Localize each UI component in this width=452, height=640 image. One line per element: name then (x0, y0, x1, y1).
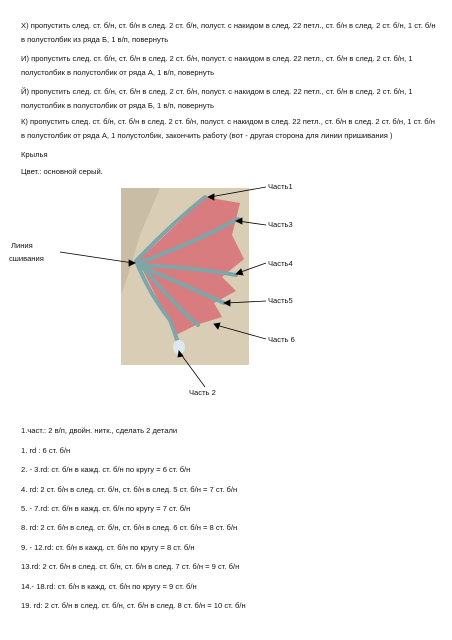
instruction-line: 1. rd : 6 ст. б/н (21, 446, 71, 455)
label-part1: Часть1 (268, 182, 293, 191)
wing-figure (0, 175, 452, 400)
label-seam-line-1: Линия (11, 241, 33, 250)
instruction-line: 8. rd: 2 ст. б/н в след. ст. б/н, ст. б/н в след. 6 ст. б/н = 8 ст. б/н (21, 523, 238, 532)
paragraph-k: К) пропустить след. ст. б/н, ст. б/н в след. 2 ст. б/н, полуст. с накидом в след. 22 петл., ст. б/н в след. 2 ст. б/н, 1 ст. б/н в полустолбик от ряда А, 1 полустолбик, закончить работу (вот - другая сторона для линии пришивания ) (21, 117, 435, 140)
section-title: Крылья (21, 150, 48, 159)
label-part6: Часть 6 (268, 335, 295, 344)
instruction-line: 9. - 12.rd: ст. б/н в кажд. ст. б/н по кругу = 8 ст. б/н (21, 543, 195, 552)
instruction-line: 19. rd: 2 ст. б/н в след. ст. б/н, ст. б/н в след. 8 ст. б/н = 10 ст. б/н (21, 601, 246, 610)
label-part5: Часть5 (268, 296, 293, 305)
label-part3: Часть3 (268, 220, 293, 229)
instruction-line: 2. - 3.rd: ст. б/н в кажд. ст. б/н по кругу = 6 ст. б/н (21, 465, 191, 474)
color-line: Цвет.: основной серый. (21, 167, 103, 176)
instruction-line: 4. rd: 2 ст. б/н в след. ст. б/н, ст. б/н в след. 5 ст. б/н = 7 ст. б/н (21, 485, 238, 494)
wing-photo (0, 175, 452, 400)
paragraph-x: Х) пропустить след. ст. б/н, ст. б/н в след. 2 ст. б/н, полуст. с накидом в след. 22 петл., ст. б/н в след. 2 ст. б/н, 1 ст. б/н в полустолбик из ряда Б, 1 в/п, повернуть (21, 21, 436, 44)
label-part2: Часть 2 (189, 388, 216, 397)
label-seam-line-2: сшивания (9, 254, 44, 263)
label-part4: Часть4 (268, 259, 293, 268)
instruction-line: 5. - 7.rd: ст. б/н в кажд. ст. б/н по кругу = 7 ст. б/н (21, 504, 191, 513)
paragraph-i: И) пропустить след. ст. б/н, ст. б/н в след. 2 ст. б/н, полуст. с накидом в след. 22 петл., ст. б/н в след. 2 ст. б/н, 1 полустолбик в полустолбик от ряда А, 1 в/п, повернуть (21, 54, 413, 77)
instruction-line: 1.част.: 2 в/п, двойн. нитк., сделать 2 детали (21, 426, 178, 435)
paragraph-j: Й) пропустить след. ст. б/н, ст. б/н в след. 2 ст. б/н, полуст. с накидом в след. 22 петл., ст. б/н в след. 2 ст. б/н, 1 полустолбик в полустолбик от ряда Б, 1 в/п, повернуть (21, 87, 413, 110)
instruction-line: 13.rd: 2 ст. б/н в след. ст. б/н, ст. б/н в след. 7 ст. б/н = 9 ст. б/н (21, 562, 240, 571)
instruction-line: 14.- 18.rd: ст. б/н в кажд. ст. б/н по кругу = 9 ст. б/н (21, 582, 197, 591)
